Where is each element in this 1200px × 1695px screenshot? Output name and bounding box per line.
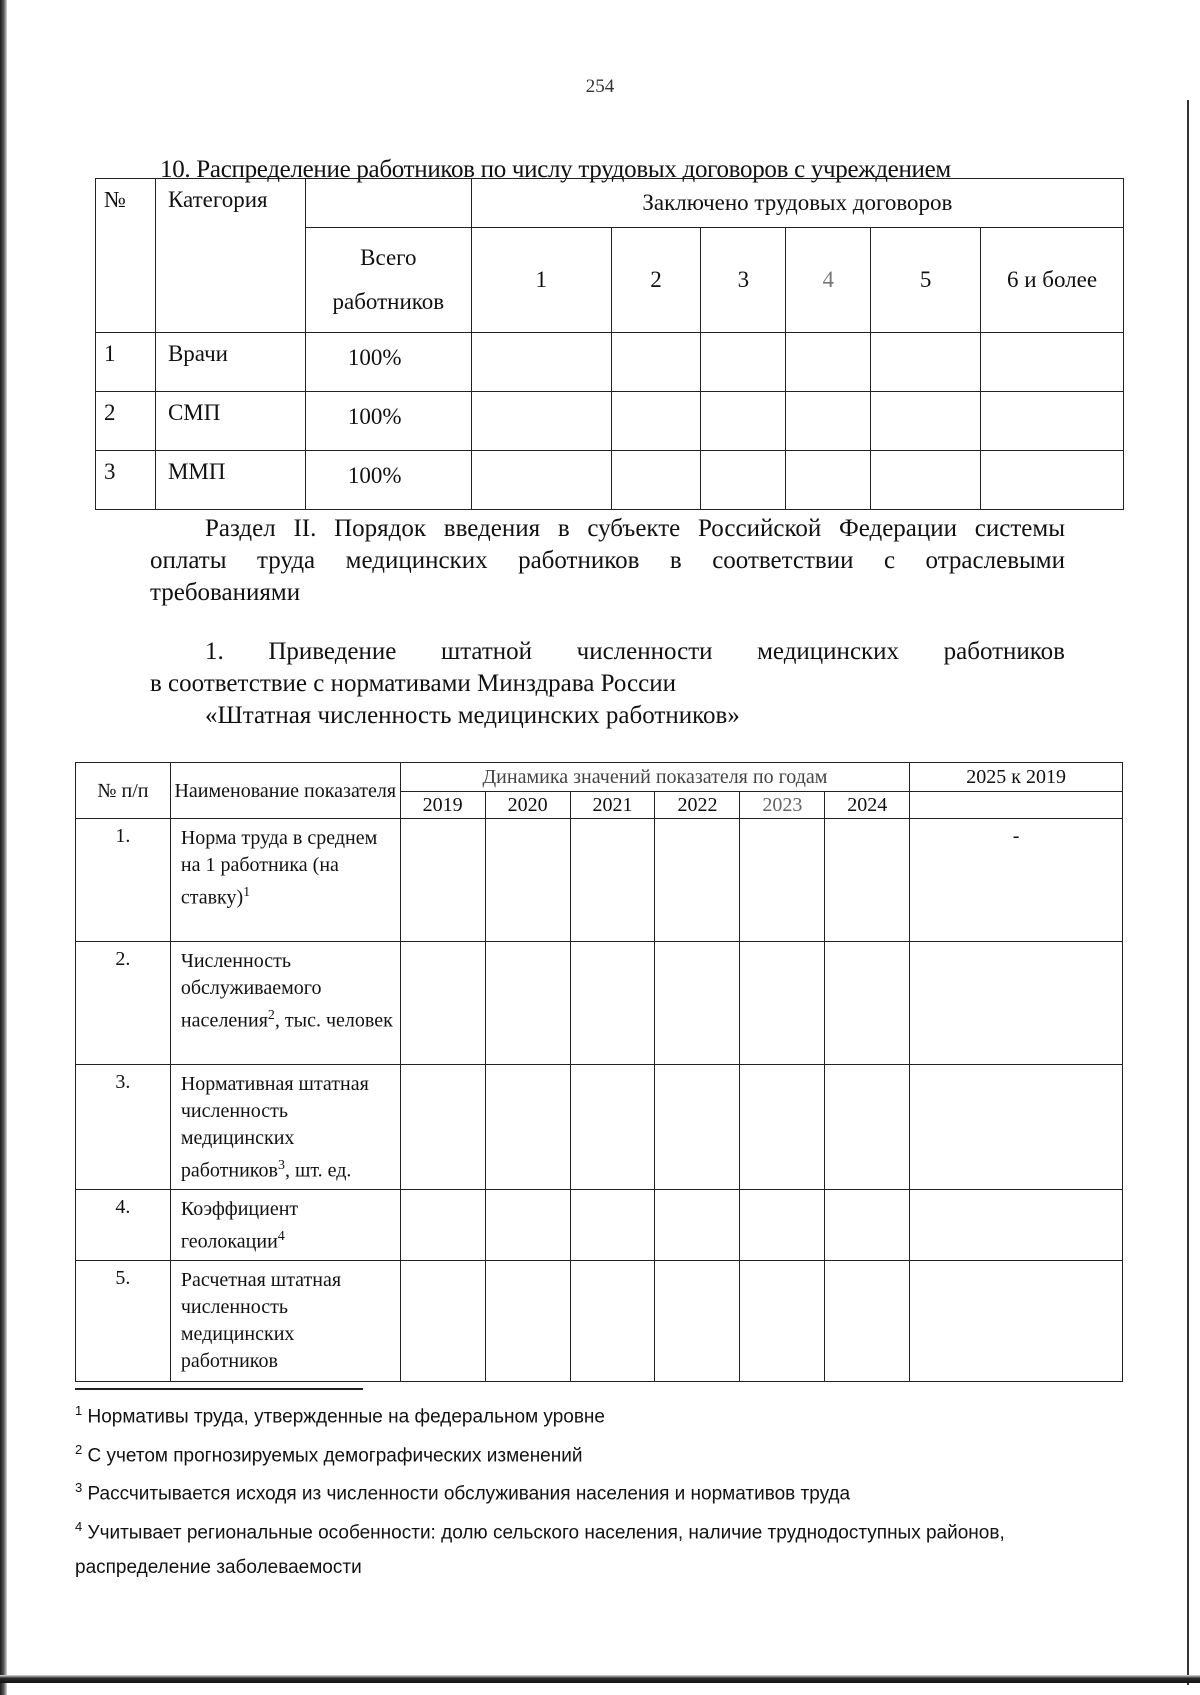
year-header: 2023 [740,792,825,819]
row-num: 5. [76,1260,171,1381]
page-number: 254 [585,76,615,97]
row-label: Численность обслуживаемого населения$^2$, тыс. человек [170,942,400,1065]
table-row [76,1260,1123,1381]
table2-header-dynamics: Динамика значений показателя по годам [400,763,910,792]
year-header: 2022 [655,792,740,819]
row-compare [910,1189,1123,1260]
table1-title: 10. Распределение работников по числу трудовых договоров с учреждением [160,156,951,183]
table1-header-num: № [96,179,156,333]
table1-header-c1: 1 [471,228,611,333]
year-header: 2021 [570,792,655,819]
row-total: 100% [305,392,471,451]
row-label: Коэффициент геолокации$^4$ [170,1189,400,1260]
row-label: Нормативная штатная численность медицинских работников$^3$, шт. ед. [170,1065,400,1190]
table1-header-c4: 4 [786,228,871,333]
table1-header-c2: 2 [611,228,701,333]
row-category: ММП [155,451,305,510]
section-heading [150,513,1065,609]
row-num: 1 [96,333,156,392]
footnote-ref: 1 [243,885,251,900]
row-category: СМП [155,392,305,451]
contracts-distribution-table [95,178,1124,510]
row-num: 2 [96,392,156,451]
table1-header-blank [305,179,471,228]
table2-header-compare: 2025 к 2019 [910,763,1123,792]
subsection-line1: 1. Приведение штатной численности медицинских работников [205,638,1065,665]
row-total: 100% [305,451,471,510]
subsection-line3: «Штатная численность медицинских работников» [205,702,740,729]
row-num: 3 [96,451,156,510]
year-header: 2024 [825,792,910,819]
footnote-mark: 4 [75,1519,83,1534]
table-row [96,451,1124,510]
row-compare [910,1065,1123,1190]
footnote-mark: 1 [75,1403,83,1418]
footnote-ref: 3 [277,1158,285,1173]
table-row [76,1189,1123,1260]
footnote: $^2$ С учетом прогнозируемых демографических изменений [75,1442,583,1467]
row-num: 2. [76,942,171,1065]
row-num: 3. [76,1065,171,1190]
footnote-mark: 3 [75,1480,83,1495]
row-num: 4. [76,1189,171,1260]
year-header: 2019 [400,792,485,819]
footnote-ref: 2 [267,1008,275,1023]
table1-header-c3: 3 [701,228,786,333]
footnote-ref: 4 [277,1228,285,1244]
staffing-table [75,762,1123,1382]
row-compare [910,942,1123,1065]
scan-left-edge [0,0,7,1695]
row-label: Расчетная штатная численность медицинских работников [170,1260,400,1381]
section-heading-line2: оплаты труда медицинских работников в соответствии с отраслевыми [150,547,1065,574]
table-row [76,1065,1123,1190]
row-label: Норма труда в среднем на 1 работника (на ставку)$^1$ [170,819,400,942]
table2-header-num: № п/п [76,763,171,819]
section-heading-line1: Раздел II. Порядок введения в субъекте Российской Федерации системы [205,515,1065,542]
table1-header-c5: 5 [871,228,981,333]
section-heading-line3: требованиями [150,579,301,606]
table1-header-total: Всего работников [305,228,471,333]
table1-header-contracts: Заключено трудовых договоров [471,179,1123,228]
table-row [76,942,1123,1065]
row-total: 100% [305,333,471,392]
row-compare [910,1260,1123,1381]
footnote: $^1$ Нормативы труда, утвержденные на федеральном уровне [75,1403,605,1428]
table-row [96,333,1124,392]
footnote-mark: 2 [75,1442,83,1457]
table-row [96,392,1124,451]
row-category: Врачи [155,333,305,392]
year-header: 2020 [485,792,570,819]
footnote: $^4$ Учитывает региональные особенности: долю сельского населения, наличие труднодоступных районов, [75,1519,1005,1544]
subsection-line2: в соответствие с нормативами Минздрава России [150,670,676,697]
subsection-heading [150,636,1065,732]
table-row [76,819,1123,942]
table1-header-c6: 6 и более [981,228,1124,333]
footnote-continuation: распределение заболеваемости [75,1557,362,1578]
scan-right-edge [1187,100,1189,1685]
table2-header-name: Наименование показателя [170,763,400,819]
row-compare: - [910,819,1123,942]
table1-header-category: Категория [155,179,305,333]
footnote: $^3$ Рассчитывается исходя из численности обслуживания населения и нормативов труда [75,1480,851,1505]
footnote-divider [75,1388,363,1390]
scan-bottom-edge [0,1675,1200,1683]
row-num: 1. [76,819,171,942]
